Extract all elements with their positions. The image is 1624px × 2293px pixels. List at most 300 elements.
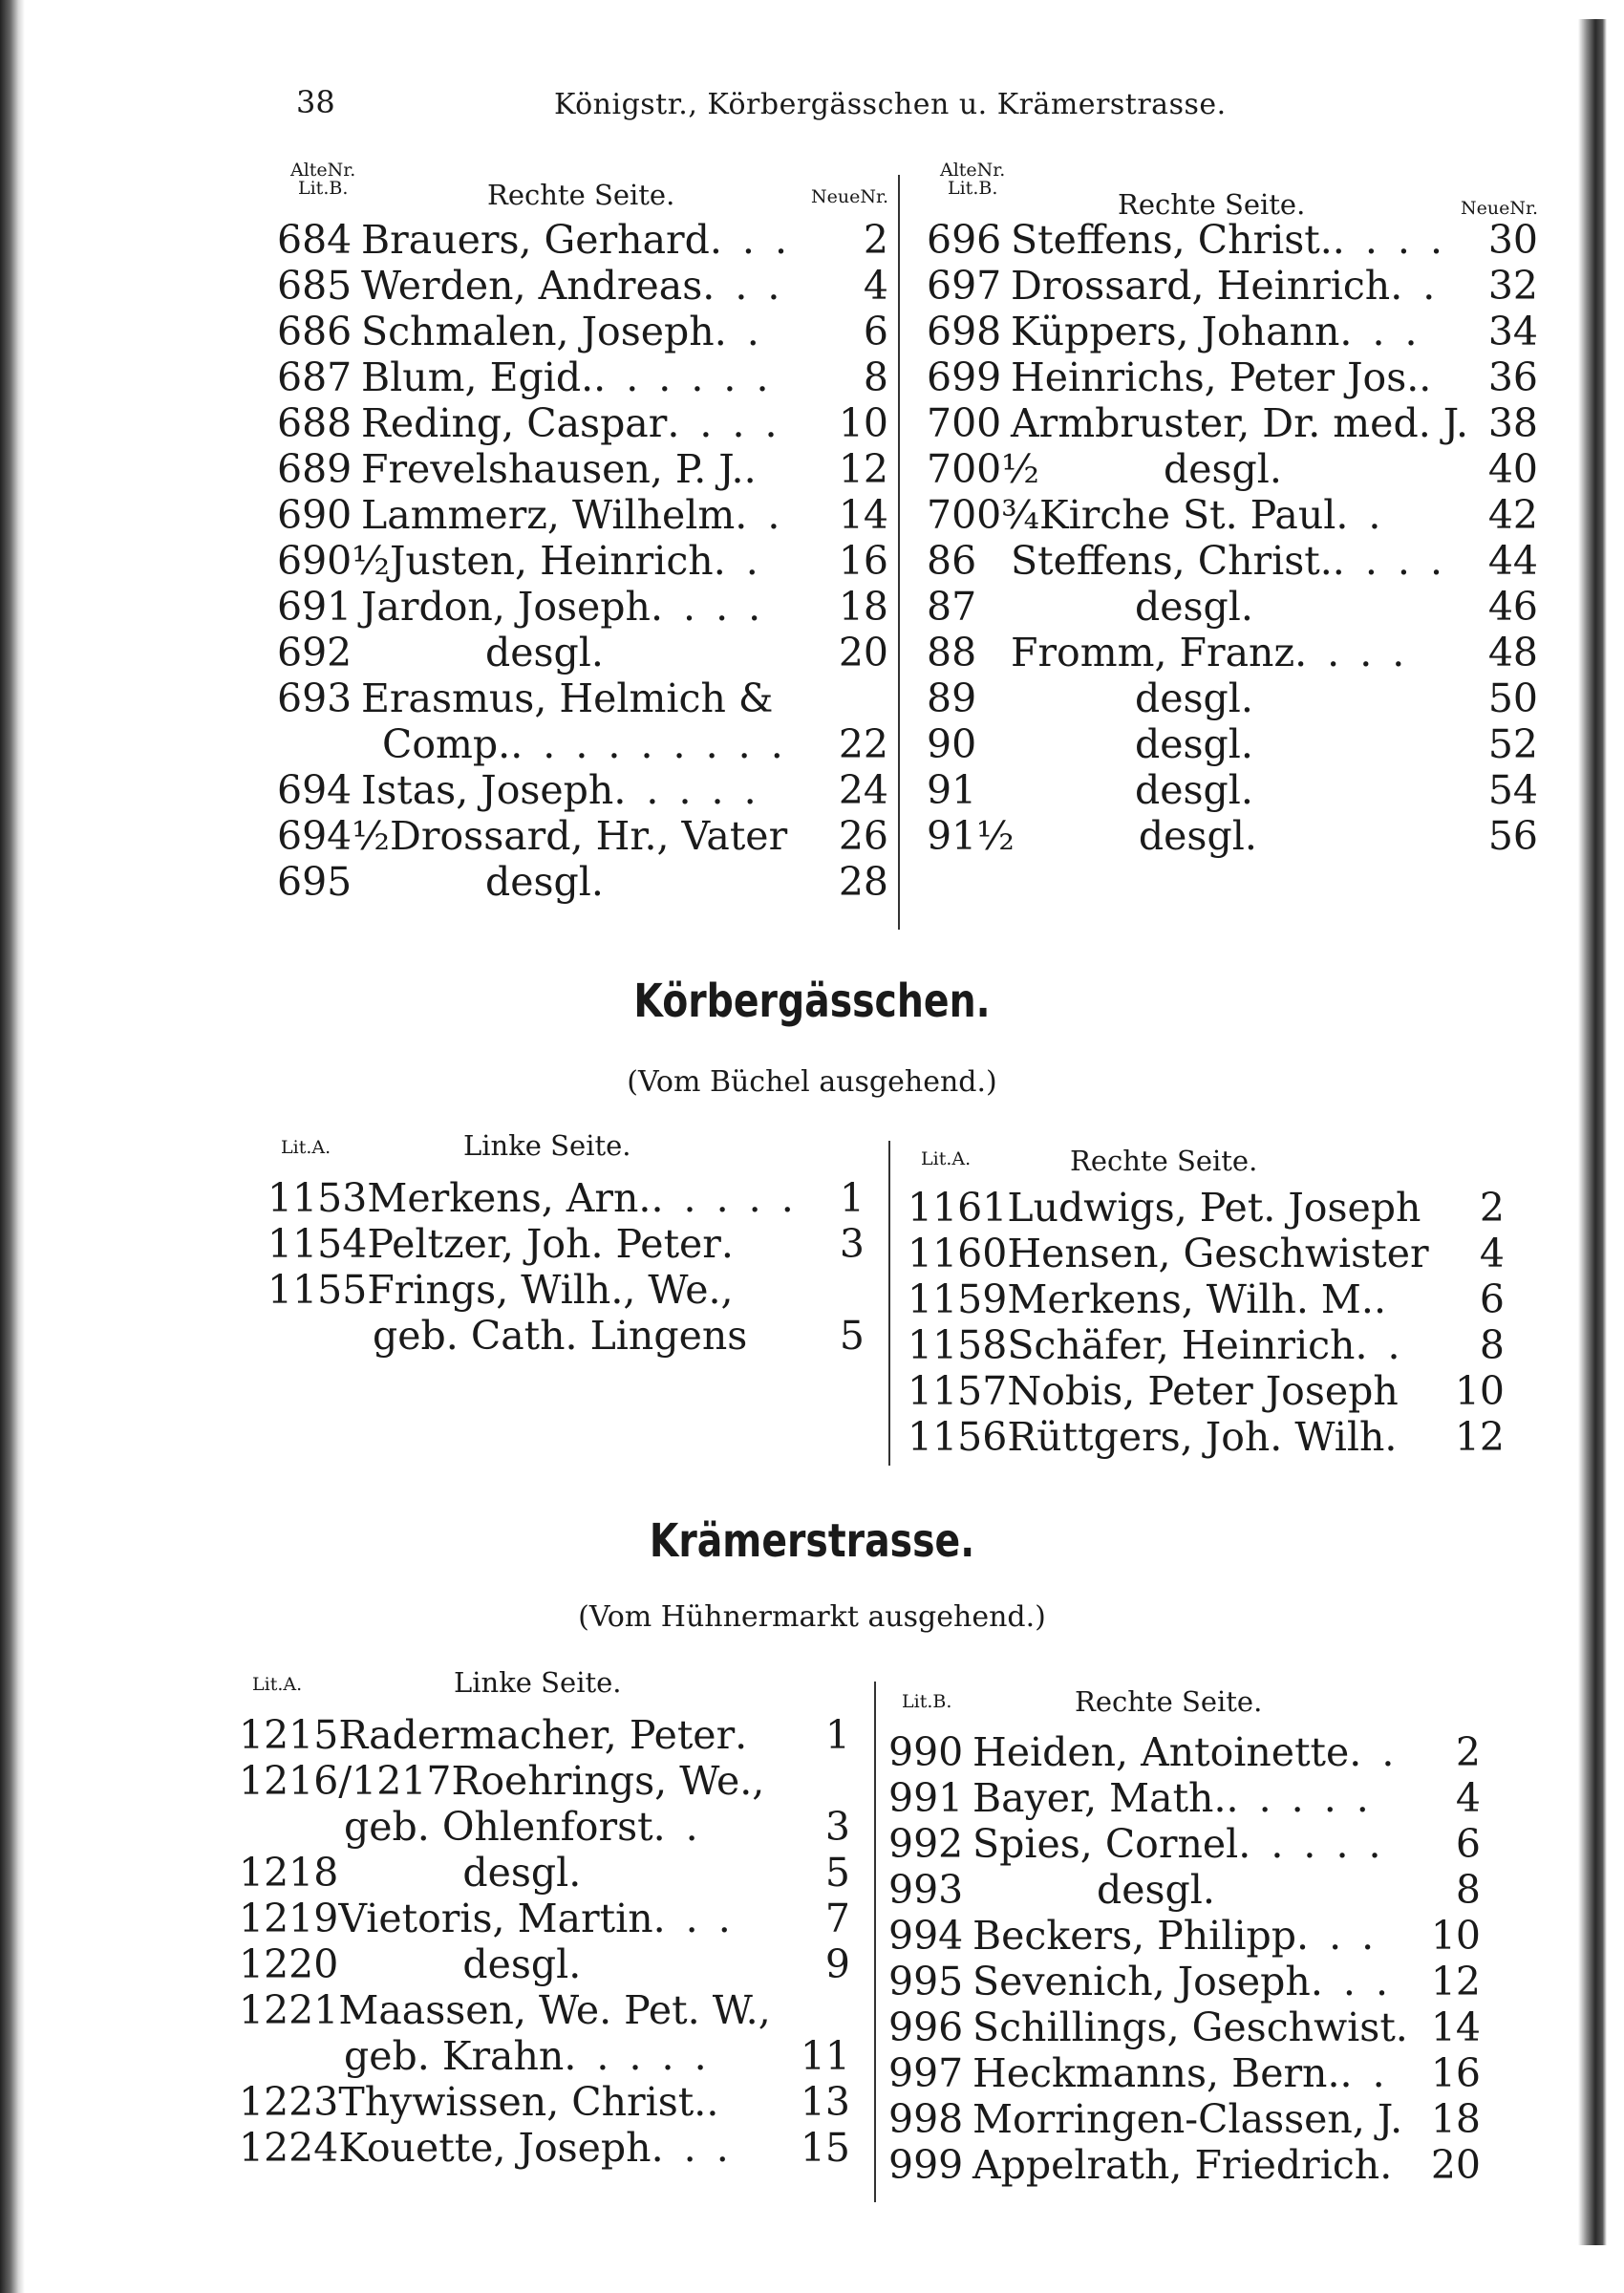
resident-name: Thywissen, Christ. — [338, 2079, 707, 2125]
list-item — [927, 492, 1538, 538]
house-old-number: 1215 — [239, 1712, 339, 1758]
list-item — [277, 859, 888, 905]
side-label: Rechte Seite. — [487, 179, 675, 211]
resident-name: desgl. — [1135, 584, 1253, 630]
house-old-number: 90 — [927, 721, 977, 767]
house-old-number: 87 — [927, 584, 977, 630]
dot-leader: . . . — [1310, 1959, 1392, 2004]
list-item — [888, 1821, 1481, 1867]
resident-name: Heckmanns, Bern. — [972, 2050, 1340, 2096]
column-header — [267, 1127, 865, 1175]
side-label: Rechte Seite. — [1118, 188, 1306, 221]
dot-leader: . . . — [702, 263, 784, 309]
resident-name: desgl. — [485, 859, 604, 905]
lit-label: Lit.A. — [921, 1148, 972, 1169]
house-old-number: 700¾ — [927, 492, 1039, 538]
dot-leader: . . . . . — [1238, 1821, 1385, 1867]
list-item — [888, 2096, 1481, 2142]
dot-leader: . . . — [651, 2125, 733, 2171]
list-item — [927, 813, 1538, 859]
resident-name: Lammerz, Wilhelm — [361, 492, 736, 538]
list-item — [239, 1712, 850, 1758]
resident-name: Blum, Egid. — [361, 354, 594, 400]
dot-leader: . . . . . — [564, 2033, 711, 2079]
house-number: 4 — [1455, 1775, 1481, 1821]
house-number: 10 — [1454, 1368, 1505, 1414]
side-label: Rechte Seite. — [1075, 1685, 1263, 1718]
dot-leader: . . . — [1339, 309, 1421, 354]
resident-name: Frings, Wilh., We., — [367, 1267, 734, 1313]
house-number: 12 — [1454, 1414, 1505, 1460]
lit-label: AlteNr. Lit.B. — [940, 160, 1006, 199]
house-number: 16 — [838, 538, 888, 584]
list-item — [908, 1276, 1505, 1322]
house-old-number: 990 — [888, 1729, 964, 1775]
list-item — [927, 446, 1538, 492]
house-number: 16 — [1430, 2050, 1481, 2096]
list-item — [239, 1896, 850, 1941]
list-item — [888, 2004, 1481, 2050]
house-old-number: 693 — [277, 675, 353, 721]
dot-leader: . . . — [709, 217, 792, 263]
house-number: 7 — [824, 1896, 850, 1941]
column-right — [927, 158, 1538, 859]
house-old-number: 686 — [277, 309, 353, 354]
house-number: 5 — [839, 1313, 865, 1359]
house-number: 56 — [1487, 813, 1538, 859]
list-item — [277, 813, 888, 859]
side-label: Rechte Seite. — [1070, 1145, 1258, 1177]
dot-leader: . . — [1336, 492, 1385, 538]
resident-name: Schäfer, Heinrich — [1007, 1322, 1356, 1368]
dot-leader: . . — [1349, 1729, 1399, 1775]
house-old-number: 687 — [277, 354, 353, 400]
house-old-number: 1158 — [908, 1322, 1008, 1368]
column-divider — [898, 175, 900, 930]
section-title: Krämerstrasse. — [649, 1514, 975, 1568]
dot-leader: . . . — [652, 1896, 735, 1941]
resident-name: desgl. — [485, 630, 604, 675]
list-item — [888, 1913, 1481, 1959]
dot-leader: . . — [713, 538, 762, 584]
resident-name: Merkens, Wilh. M. — [1007, 1276, 1374, 1322]
section-subtitle: (Vom Büchel ausgehend.) — [627, 1065, 997, 1099]
house-old-number: 86 — [927, 538, 977, 584]
list-item — [277, 492, 888, 538]
list-item — [239, 1850, 850, 1896]
list-item — [239, 1987, 850, 2033]
house-number: 48 — [1487, 630, 1538, 675]
list-item — [908, 1368, 1505, 1414]
house-old-number: 700½ — [927, 446, 1039, 492]
resident-name: Küppers, Johann — [1011, 309, 1340, 354]
resident-name: Schillings, Geschwist. — [972, 2004, 1408, 2050]
house-old-number: 998 — [888, 2096, 964, 2142]
list-item — [239, 1804, 850, 1850]
dot-leader: . . — [652, 1804, 702, 1850]
house-old-number: 696 — [927, 217, 1002, 263]
column-right — [908, 1127, 1505, 1460]
dot-leader: . . — [1390, 263, 1440, 309]
dot-leader: . . — [1339, 2050, 1389, 2096]
house-number: 6 — [863, 309, 888, 354]
resident-name: Maassen, We. Pet. W., — [338, 1987, 771, 2033]
resident-name: geb. Krahn — [344, 2033, 565, 2079]
house-number: 34 — [1487, 309, 1538, 354]
house-number: 15 — [800, 2125, 850, 2171]
entry-list — [267, 1175, 865, 1359]
column-left — [277, 158, 888, 905]
resident-name: geb. Cath. Lingens — [373, 1313, 748, 1359]
house-number: 26 — [838, 813, 888, 859]
list-item — [277, 309, 888, 354]
resident-name: Spies, Cornel — [972, 1821, 1239, 1867]
list-item — [277, 263, 888, 309]
house-old-number: 695 — [277, 859, 353, 905]
block-kraemerstrasse — [239, 1662, 1509, 2217]
house-number: 8 — [1455, 1867, 1481, 1913]
house-old-number: 1221 — [239, 1987, 339, 2033]
dot-leader: . . . . . — [613, 767, 760, 813]
resident-name: Nobis, Peter Joseph — [1007, 1368, 1399, 1414]
list-item — [239, 2079, 850, 2125]
list-item — [277, 446, 888, 492]
house-old-number: 1155 — [267, 1267, 368, 1313]
house-old-number: 684 — [277, 217, 353, 263]
house-old-number: 699 — [927, 354, 1002, 400]
entry-list — [239, 1712, 850, 2171]
house-old-number: 999 — [888, 2142, 964, 2188]
house-number: 2 — [863, 217, 888, 263]
list-item — [267, 1267, 865, 1313]
resident-name: Justen, Heinrich — [390, 538, 714, 584]
list-item — [277, 630, 888, 675]
dot-leader: . — [1419, 354, 1436, 400]
house-number: 4 — [1479, 1231, 1505, 1276]
lit-label: Lit.A. — [252, 1674, 303, 1695]
resident-name: desgl. — [1138, 813, 1257, 859]
house-number: 28 — [838, 859, 888, 905]
house-old-number: 994 — [888, 1913, 964, 1959]
block-koenigstr — [277, 158, 1538, 941]
entry-list — [888, 1729, 1481, 2188]
list-item — [927, 675, 1538, 721]
resident-name: desgl. — [1135, 675, 1253, 721]
house-old-number: 690 — [277, 492, 353, 538]
dot-leader: . — [1379, 2142, 1397, 2188]
list-item — [908, 1231, 1505, 1276]
neue-nr-label: NeueNr. — [810, 186, 888, 207]
house-old-number: 685 — [277, 263, 353, 309]
resident-name: desgl. — [1135, 767, 1253, 813]
list-item — [277, 217, 888, 263]
house-old-number: 992 — [888, 1821, 964, 1867]
list-item — [927, 721, 1538, 767]
neue-nr-label: NeueNr. — [1460, 198, 1538, 219]
lit-label: AlteNr. Lit.B. — [290, 160, 356, 199]
house-old-number: 91½ — [927, 813, 1015, 859]
list-item — [267, 1313, 865, 1359]
resident-name: Fromm, Franz — [1011, 630, 1295, 675]
house-old-number: 689 — [277, 446, 353, 492]
house-old-number: 690½ — [277, 538, 390, 584]
resident-name: Hensen, Geschwister — [1007, 1231, 1429, 1276]
house-old-number: 1160 — [908, 1231, 1008, 1276]
house-old-number: 1224 — [239, 2125, 339, 2171]
list-item — [927, 263, 1538, 309]
column-header — [927, 158, 1538, 221]
house-number: 44 — [1487, 538, 1538, 584]
house-number: 20 — [1430, 2142, 1481, 2188]
house-number: 11 — [800, 2033, 850, 2079]
house-number: 5 — [824, 1850, 850, 1896]
column-divider — [874, 1682, 876, 2202]
house-number: 32 — [1487, 263, 1538, 309]
resident-name: Istas, Joseph — [361, 767, 614, 813]
dot-leader: . . — [735, 492, 784, 538]
list-item — [927, 354, 1538, 400]
resident-name: Schmalen, Joseph — [361, 309, 715, 354]
house-old-number: 1156 — [908, 1414, 1008, 1460]
dot-leader: . . . . . . . . . — [510, 721, 787, 767]
resident-name: Kirche St. Paul — [1039, 492, 1336, 538]
lit-label: Lit.B. — [902, 1691, 952, 1712]
dot-leader: . . . . — [667, 400, 781, 446]
dot-leader: . . — [714, 309, 763, 354]
house-number: 14 — [838, 492, 888, 538]
resident-name: Ludwigs, Pet. Joseph — [1007, 1185, 1421, 1231]
resident-name: Werden, Andreas — [361, 263, 703, 309]
block-koerbergaesschen — [267, 1127, 1509, 1481]
dot-leader: . . — [1355, 1322, 1404, 1368]
list-item — [277, 538, 888, 584]
list-item — [908, 1185, 1505, 1231]
entry-list — [927, 217, 1538, 859]
house-old-number: 991 — [888, 1775, 964, 1821]
house-number: 14 — [1430, 2004, 1481, 2050]
column-header — [239, 1662, 850, 1712]
page-number: 38 — [296, 84, 335, 120]
house-old-number: 694½ — [277, 813, 390, 859]
column-left — [239, 1662, 850, 2171]
list-item — [927, 767, 1538, 813]
dot-leader: . . . — [1296, 1913, 1378, 1959]
house-number: 12 — [838, 446, 888, 492]
resident-name: Drossard, Heinrich — [1011, 263, 1391, 309]
house-old-number: 697 — [927, 263, 1002, 309]
house-number: 40 — [1487, 446, 1538, 492]
house-number: 22 — [838, 721, 888, 767]
list-item — [908, 1322, 1505, 1368]
resident-name: Radermacher, Peter — [338, 1712, 736, 1758]
house-number: 12 — [1430, 1959, 1481, 2004]
resident-name: Jardon, Joseph — [361, 584, 651, 630]
house-old-number: 993 — [888, 1867, 964, 1913]
list-item — [927, 630, 1538, 675]
house-number: 24 — [838, 767, 888, 813]
house-old-number: 1218 — [239, 1850, 339, 1896]
house-number: 1 — [839, 1175, 865, 1221]
house-number: 1 — [824, 1712, 850, 1758]
resident-name: Bayer, Math. — [972, 1775, 1227, 1821]
resident-name: Kouette, Joseph — [338, 2125, 652, 2171]
lit-label: Lit.A. — [281, 1137, 331, 1158]
resident-name: Steffens, Christ. — [1011, 538, 1333, 584]
list-item — [927, 400, 1538, 446]
house-old-number: 1154 — [267, 1221, 368, 1267]
section-title: Körbergässchen. — [633, 975, 991, 1028]
resident-name: Vietoris, Martin — [338, 1896, 653, 1941]
resident-name: Peltzer, Joh. Peter — [367, 1221, 721, 1267]
resident-name: desgl. — [1164, 446, 1282, 492]
house-number: 13 — [800, 2079, 850, 2125]
house-old-number: 698 — [927, 309, 1002, 354]
list-item — [888, 1959, 1481, 2004]
dot-leader: . . . . . — [1226, 1775, 1373, 1821]
resident-name: Heinrichs, Peter Jos. — [1011, 354, 1420, 400]
list-item — [927, 309, 1538, 354]
house-number: 18 — [1430, 2096, 1481, 2142]
list-item — [267, 1175, 865, 1221]
resident-name: Frevelshausen, P. J. — [361, 446, 744, 492]
list-item — [927, 217, 1538, 263]
house-number: 54 — [1487, 767, 1538, 813]
house-old-number: 688 — [277, 400, 353, 446]
list-item — [239, 2033, 850, 2079]
column-header — [888, 1662, 1481, 1729]
house-number: 6 — [1455, 1821, 1481, 1867]
list-item — [277, 721, 888, 767]
section-subtitle: (Vom Hühnermarkt ausgehend.) — [578, 1600, 1046, 1634]
resident-name: Drossard, Hr., Vater — [390, 813, 788, 859]
list-item — [239, 1941, 850, 1987]
column-left — [267, 1127, 865, 1359]
column-divider — [888, 1141, 890, 1466]
resident-name: Beckers, Philipp — [972, 1913, 1296, 1959]
house-old-number: 1219 — [239, 1896, 339, 1941]
house-number: 38 — [1487, 400, 1538, 446]
house-number: 3 — [839, 1221, 865, 1267]
house-old-number: 91 — [927, 767, 977, 813]
column-right — [888, 1662, 1481, 2188]
house-old-number: 1216/1217 — [239, 1758, 452, 1804]
house-number: 2 — [1479, 1185, 1505, 1231]
dot-leader: . . . . — [1332, 538, 1447, 584]
list-item — [927, 538, 1538, 584]
list-item — [927, 584, 1538, 630]
list-item — [277, 675, 888, 721]
column-header — [277, 158, 888, 217]
house-number: 52 — [1487, 721, 1538, 767]
resident-name: geb. Ohlenforst — [344, 1804, 653, 1850]
house-number: 8 — [1479, 1322, 1505, 1368]
list-item — [888, 2050, 1481, 2096]
house-number: 10 — [838, 400, 888, 446]
house-old-number: 1161 — [908, 1185, 1008, 1231]
house-number: 42 — [1487, 492, 1538, 538]
resident-name: Reding, Caspar — [361, 400, 668, 446]
list-item — [277, 400, 888, 446]
house-number: 4 — [863, 263, 888, 309]
house-old-number: 691 — [277, 584, 353, 630]
resident-name: Armbruster, Dr. med. J. — [1011, 400, 1469, 446]
running-head: Königstr., Körbergässchen u. Krämerstrasse. — [554, 88, 1227, 121]
resident-name: desgl. — [462, 1850, 582, 1896]
resident-name: Appelrath, Friedrich — [972, 2142, 1380, 2188]
house-old-number: 996 — [888, 2004, 964, 2050]
house-number: 6 — [1479, 1276, 1505, 1322]
dot-leader: . . . . . . — [593, 354, 773, 400]
resident-name: Roehrings, We., — [451, 1758, 765, 1804]
house-old-number: 692 — [277, 630, 353, 675]
resident-name: Brauers, Gerhard — [361, 217, 710, 263]
list-item — [239, 1758, 850, 1804]
scan-edge-right — [1578, 19, 1607, 2245]
house-number: 36 — [1487, 354, 1538, 400]
page-header — [296, 84, 1280, 126]
house-number: 2 — [1455, 1729, 1481, 1775]
house-old-number: 1153 — [267, 1175, 368, 1221]
house-old-number: 995 — [888, 1959, 964, 2004]
house-old-number: 700 — [927, 400, 1002, 446]
resident-name: Comp. — [382, 721, 511, 767]
list-item — [908, 1414, 1505, 1460]
house-number: 50 — [1487, 675, 1538, 721]
house-number: 30 — [1487, 217, 1538, 263]
house-old-number: 1220 — [239, 1941, 339, 1987]
resident-name: desgl. — [462, 1941, 582, 1987]
house-old-number: 694 — [277, 767, 353, 813]
list-item — [277, 354, 888, 400]
dot-leader: . . . . — [650, 584, 765, 630]
entry-list — [908, 1185, 1505, 1460]
resident-name: Rüttgers, Joh. Wilh. — [1007, 1414, 1398, 1460]
list-item — [888, 1775, 1481, 1821]
resident-name: Morringen-Classen, J. — [972, 2096, 1403, 2142]
dot-leader: . — [743, 446, 760, 492]
list-item — [267, 1221, 865, 1267]
column-header — [908, 1127, 1505, 1185]
resident-name: desgl. — [1097, 1867, 1215, 1913]
resident-name: Steffens, Christ. — [1011, 217, 1333, 263]
dot-leader: . . . . — [1294, 630, 1409, 675]
resident-name: Sevenich, Joseph — [972, 1959, 1311, 2004]
house-number: 9 — [824, 1941, 850, 1987]
house-number: 20 — [838, 630, 888, 675]
house-old-number: 88 — [927, 630, 977, 675]
resident-name: Merkens, Arn. — [367, 1175, 652, 1221]
dot-leader: . — [706, 2079, 723, 2125]
house-number: 3 — [824, 1804, 850, 1850]
house-old-number: 1157 — [908, 1368, 1008, 1414]
house-old-number: 89 — [927, 675, 977, 721]
side-label: Linke Seite. — [454, 1666, 622, 1699]
entry-list — [277, 217, 888, 905]
house-old-number: 1223 — [239, 2079, 339, 2125]
house-old-number: 1159 — [908, 1276, 1008, 1322]
dot-leader: . — [720, 1221, 737, 1267]
side-label: Linke Seite. — [463, 1129, 631, 1162]
list-item — [888, 1729, 1481, 1775]
house-old-number: 997 — [888, 2050, 964, 2096]
house-number: 8 — [863, 354, 888, 400]
dot-leader: . . . . . — [651, 1175, 798, 1221]
resident-name: desgl. — [1135, 721, 1253, 767]
dot-leader: . — [1373, 1276, 1390, 1322]
dot-leader: . . . . — [1332, 217, 1447, 263]
list-item — [888, 2142, 1481, 2188]
resident-name: Heiden, Antoinette — [972, 1729, 1350, 1775]
